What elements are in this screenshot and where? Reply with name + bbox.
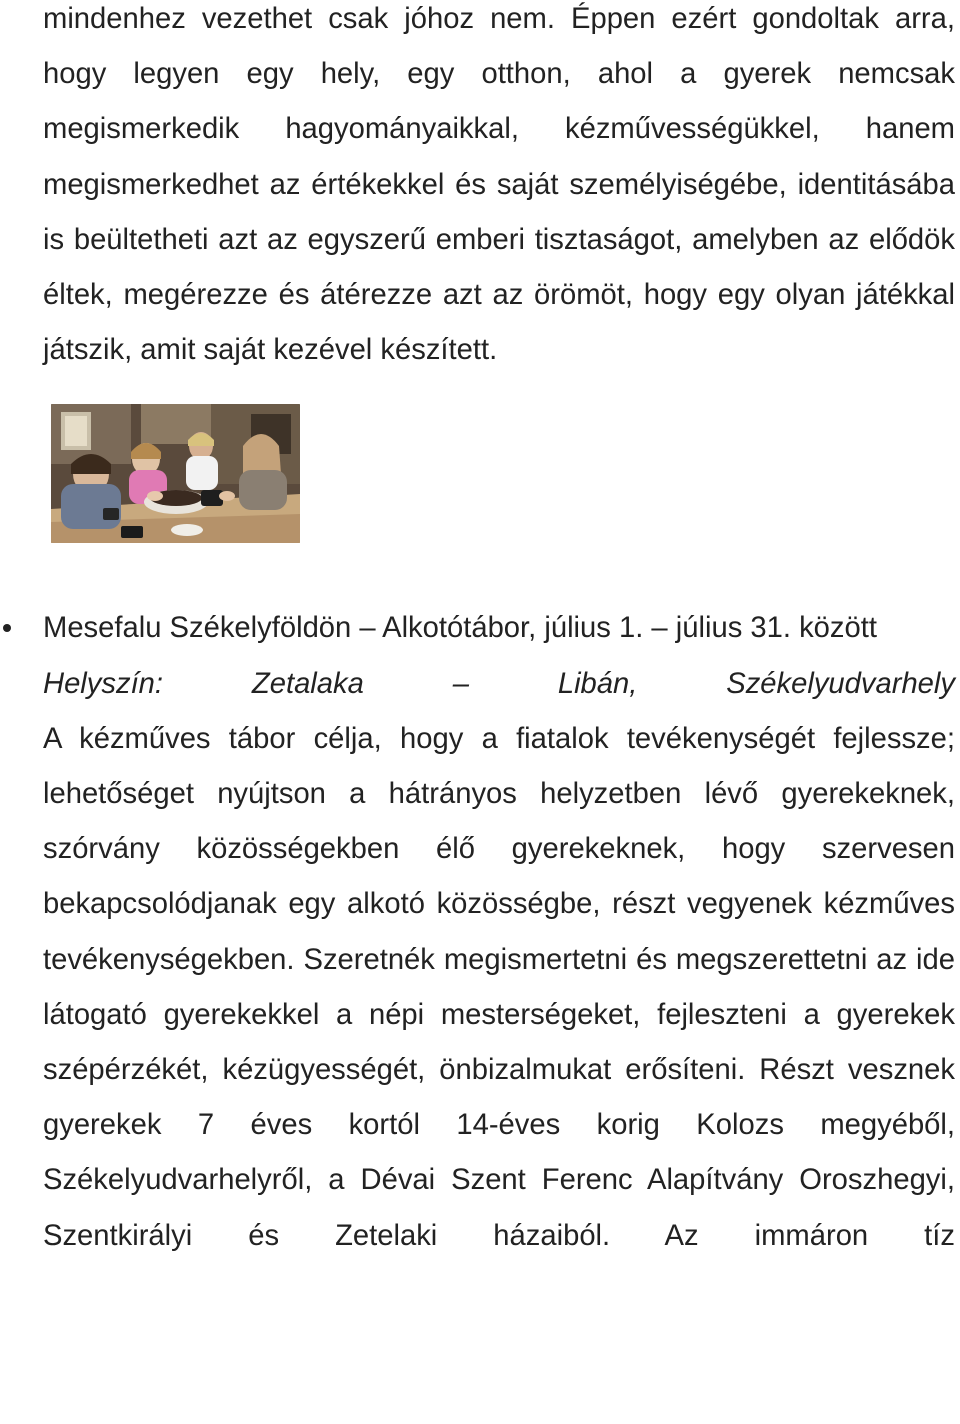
bullet-icon bbox=[3, 624, 11, 632]
intro-paragraph: mindenhez vezethet csak jóhoz nem. Éppen ezért gondoltak arra, hogy legyen egy hely, egy otthon, ahol a gyerek nemcsak megismerkedik hagyományaikkal, kézművességükkel, hanem megismerkedhet az értékekkel és saját személyiségébe, identitásába is beültetheti azt az egyszerű emberi tisztaságot, amelyben az elődök éltek, megérezze és átérezze azt az örömöt, hogy egy olyan játékkal játszik, amit saját kezével készített. bbox=[43, 3, 955, 367]
document-page bbox=[43, 0, 955, 1264]
children-crafting-photo bbox=[51, 404, 300, 543]
camp-location: Helyszín: Zetalaka – Libán, Székelyudvarhely bbox=[43, 667, 955, 700]
camp-heading: Mesefalu Székelyföldön – Alkotótábor, július 1. – július 31. között bbox=[43, 612, 877, 645]
camp-list-item bbox=[43, 601, 955, 1263]
camp-description: A kézműves tábor célja, hogy a fiatalok tevékenységét fejlessze; lehetőséget nyújtson a hátrányos helyzetben lévő gyerekeknek, szórvány közösségekben élő gyerekeknek, hogy szervesen bekapcsolódjanak egy alkotó közösségbe, részt vegyenek kézműves tevékenységekben. Szeretnék megismertetni és megszerettetni az ide látogató gyerekekkel a népi mesterségeket, fejleszteni a gyerekek szépérzékét, kézügyességét, önbizalmukat erősíteni. Részt vesznek gyerekek 7 éves kortól 14-éves korig Kolozs megyéből, Székelyudvarhelyről, a Dévai Szent Ferenc Alapítvány Oroszhegyi, Szentkirályi és Zetelaki házaiból. Az immáron tíz bbox=[43, 722, 955, 1252]
